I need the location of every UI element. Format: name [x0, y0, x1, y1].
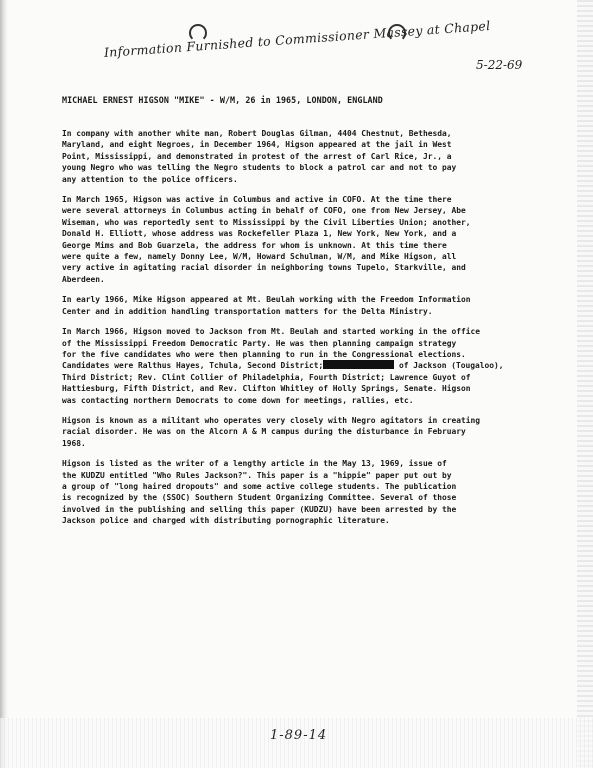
text-line: for the five candidates who were then planning to run in the Congressional elections. [62, 349, 466, 359]
text-line-with-redaction [62, 360, 552, 371]
text-line: Wiseman, who was reportedly sent to Mississippi by the Civil Liberties Union; another, [62, 217, 471, 227]
text-segment: of Jackson (Tougaloo), [394, 361, 504, 371]
text-line: very active in agitating racial disorder in neighboring towns Tupelo, Starkville, and [62, 263, 466, 273]
document-title: MICHAEL ERNEST HIGSON "MIKE" - W/M, 26 in 1965, LONDON, ENGLAND [62, 95, 383, 105]
paragraph-1 [62, 128, 552, 185]
redaction-block [323, 360, 394, 369]
text-line: any attention to the police officers. [62, 174, 238, 184]
text-line: Center and in addition handling transportation matters for the Delta Ministry. [62, 306, 433, 316]
text-segment: Candidates were Ralthus Hayes, Tchula, Second District; [62, 361, 324, 371]
text-line: of the Mississippi Freedom Democratic Party. He was then planning campaign strategy [62, 338, 457, 348]
text-line: racial disorder. He was on the Alcorn A & M campus during the disturbance in February [62, 427, 466, 437]
text-line: were several attorneys in Columbus acting in behalf of COFO, one from New Jersey, Abe [62, 206, 466, 216]
scan-right-edge [577, 0, 593, 768]
text-line: was contacting northern Democrats to come down for meetings, rallies, etc. [62, 395, 414, 405]
text-line: a group of "long haired dropouts" and some active college students. The publication [62, 481, 457, 491]
text-line: were quite a few, namely Donny Lee, W/M, Howard Schulman, W/M, and Mike Higson, all [62, 252, 457, 262]
text-line: Point, Mississippi, and demonstrated in protest of the arrest of Carl Rice, Jr., a [62, 151, 452, 161]
handwritten-date: 5-22-69 [476, 58, 523, 72]
text-line: Maryland, and eight Negroes, in December 1964, Higson appeared at the jail in West [62, 140, 452, 150]
text-line: Aberdeen. [62, 274, 105, 284]
paragraph-6 [62, 458, 552, 526]
text-line: George Mims and Bob Guarzela, the address for whom is unknown. At this time there [62, 240, 447, 250]
text-line: In March 1966, Higson moved to Jackson from Mt. Beulah and started working in the office [62, 327, 481, 337]
text-line: the KUDZU entitled "Who Rules Jackson?". This paper is a "hippie" paper put out by [62, 470, 452, 480]
text-line: In company with another white man, Robert Douglas Gilman, 4404 Chestnut, Bethesda, [62, 129, 452, 138]
text-line: Hattiesburg, Fifth District, and Rev. Clifton Whitley of Holly Springs, Senate. Higson [62, 384, 471, 394]
scan-left-edge [0, 0, 8, 768]
text-line: In early 1966, Mike Higson appeared at Mt. Beulah working with the Freedom Information [62, 295, 471, 305]
text-line: young Negro who was telling the Negro students to block a patrol car and not to pay [62, 163, 457, 173]
paragraph-5 [62, 415, 552, 449]
document-body [62, 128, 552, 536]
text-line: Donald H. Elliott, whose address was Rockefeller Plaza 1, New York, New York, and a [62, 229, 457, 239]
text-line: is recognized by the (SSOC) Southern Student Organizing Committee. Several of those [62, 493, 457, 503]
paragraph-3 [62, 294, 552, 317]
text-line: involved in the publishing and selling this paper (KUDZU) have been arrested by the [62, 504, 457, 514]
handwritten-header-note: Information Furnished to Commissioner Massey at Chapel [103, 18, 491, 60]
text-line: Jackson police and charged with distributing pornographic literature. [62, 516, 390, 526]
text-line: 1968. [62, 438, 86, 448]
paragraph-2 [62, 194, 552, 285]
scan-bottom-noise [0, 718, 593, 768]
text-line: Third District; Rev. Clint Collier of Philadelphia, Fourth District; Lawrence Guyot of [62, 372, 471, 382]
text-line: In March 1965, Higson was active in Columbus and active in COFO. At the time there [62, 195, 452, 205]
handwritten-footer-number: 1-89-14 [270, 728, 328, 743]
text-line: Higson is listed as the writer of a lengthy article in the May 13, 1969, issue of [62, 459, 447, 469]
text-line: Higson is known as a militant who operates very closely with Negro agitators in creating [62, 415, 481, 425]
paragraph-4 [62, 326, 552, 406]
